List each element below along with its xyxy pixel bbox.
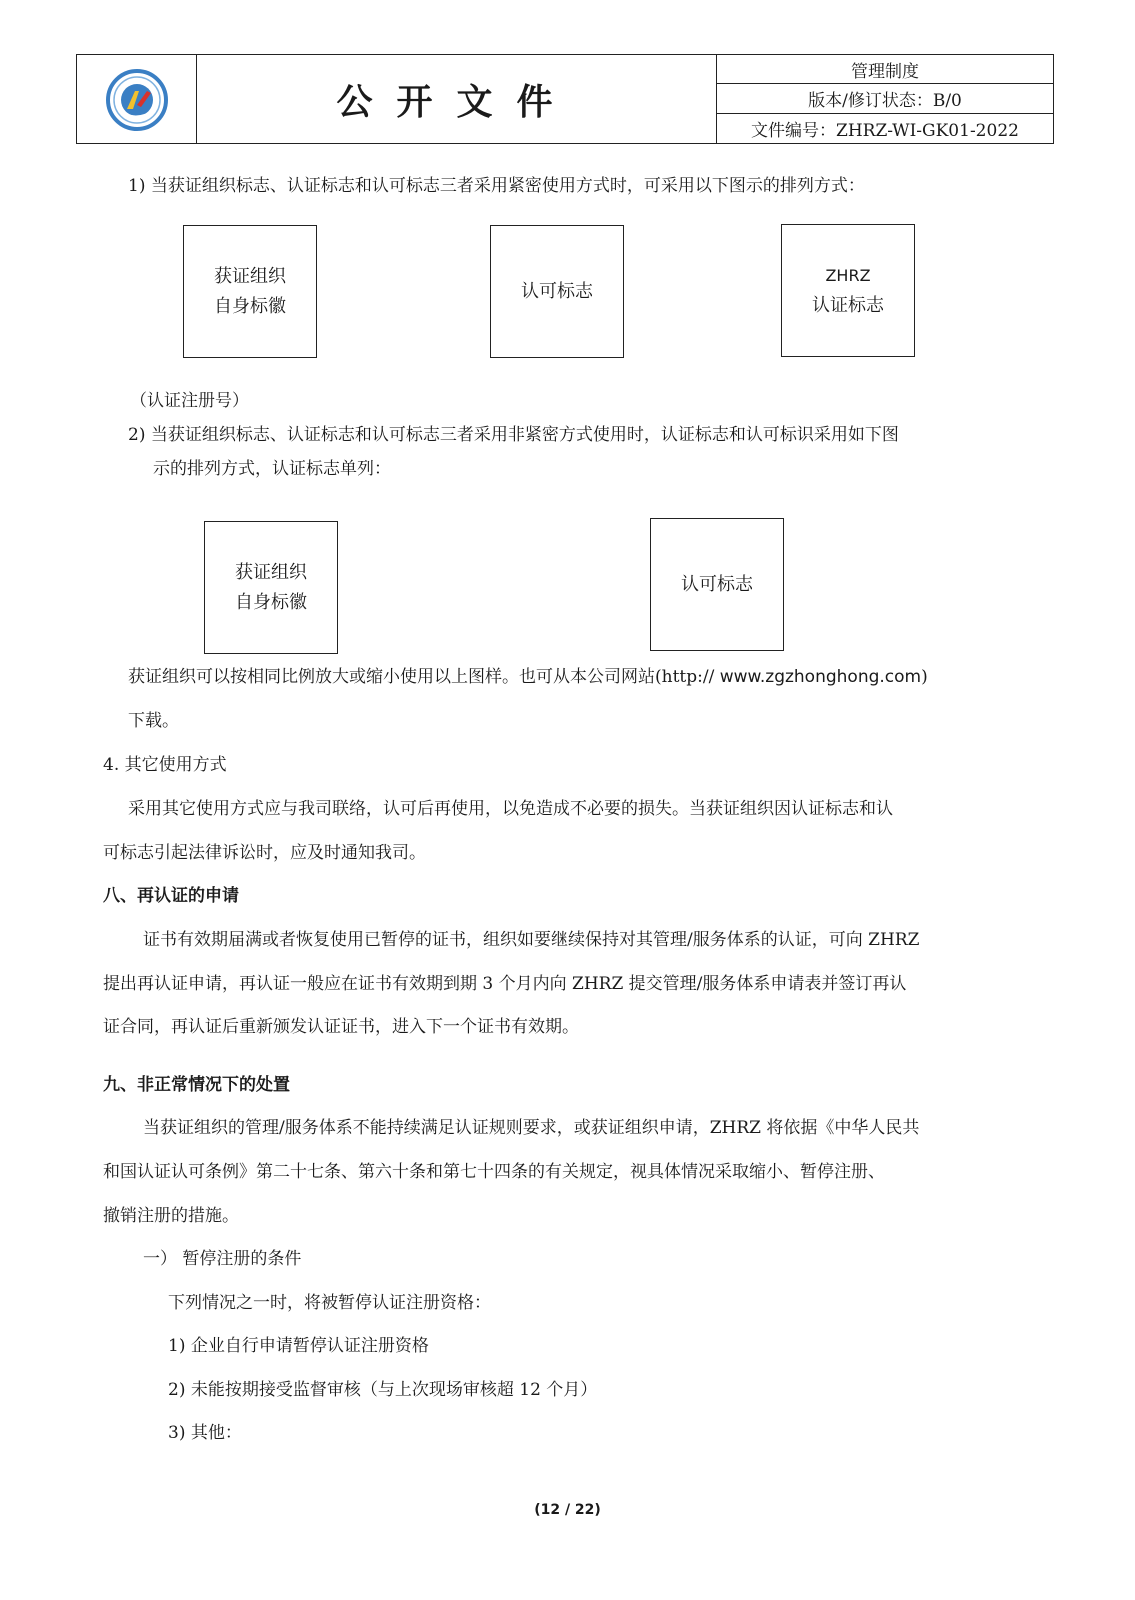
doc-number: 文件编号：ZHRZ-WI-GK01-2022 [751,120,1019,141]
scale-note-line-1 [128,666,928,688]
scale-note-close: ) [921,667,928,687]
section-8-heading: 八、再认证的申请 [103,886,239,906]
logo-cell [77,55,197,143]
item-2-text-line-2: 示的排列方式，认证标志单列： [153,459,391,479]
zhrz-label: ZHRZ [825,265,871,285]
section-4-line-2: 可标志引起法律诉讼时，应及时通知我司。 [103,843,426,863]
document-title: 公开文件 [197,55,717,143]
org-emblem-label-1: 获证组织 [214,265,286,287]
scale-note-line-2: 下载。 [128,711,179,731]
org-emblem-label-2: 自身标徽 [214,295,286,317]
page-number: (12 / 22) [534,1502,601,1518]
document-header [76,54,1054,144]
section-4-line-1: 采用其它使用方式应与我司联络，认可后再使用，以免造成不必要的损失。当获证组织因认证标志和认 [128,799,893,819]
section-9-line-1: 当获证组织的管理/服务体系不能持续满足认证规则要求，或获证组织申请，ZHRZ 将依据《中华人民共 [143,1118,920,1138]
subsection-1-item-3: 3) 其他： [168,1423,242,1443]
accreditation-mark-label: 认可标志 [521,280,593,302]
section-8-line-2: 提出再认证申请，再认证一般应在证书有效期到期 3 个月内向 ZHRZ 提交管理/服务体系申请表并签订再认 [103,974,907,994]
accreditation-mark-box [490,225,624,358]
item-1-text: 1) 当获证组织标志、认证标志和认可标志三者采用紧密使用方式时，可采用以下图示的排列方式： [128,176,865,196]
org-emblem-box [183,225,317,358]
section-9-line-2: 和国认证认可条例》第二十七条、第六十条和第七十四条的有关规定，视具体情况采取缩小、暂停注册、 [103,1162,885,1182]
org-emblem-label-2b: 自身标徽 [235,591,307,613]
org-emblem-label-1b: 获证组织 [235,561,307,583]
doc-version: 版本/修订状态：B/0 [717,84,1053,113]
subsection-1-item-1: 1) 企业自行申请暂停认证注册资格 [168,1336,429,1356]
subsection-1-intro: 下列情况之一时，将被暂停认证注册资格： [168,1293,491,1313]
document-meta [717,55,1053,143]
scale-note-text: 获证组织可以按相同比例放大或缩小使用以上图样。也可从本公司网站(http:// [128,667,720,687]
accreditation-mark-box-2 [650,518,784,651]
subsection-1-item-2: 2) 未能按期接受监督审核（与上次现场审核超 12 个月） [168,1380,598,1400]
accreditation-mark-label-2: 认可标志 [681,573,753,595]
section-9-heading: 九、非正常情况下的处置 [103,1075,290,1095]
org-emblem-box-2 [204,521,338,654]
section-8-line-3: 证合同，再认证后重新颁发认证证书，进入下一个证书有效期。 [103,1017,579,1037]
item-2-text-line-1: 2) 当获证组织标志、认证标志和认可标志三者采用非紧密方式使用时，认证标志和认可标识采用如下图 [128,425,899,445]
doc-category: 管理制度 [717,55,1053,84]
section-9-line-3: 撤销注册的措施。 [103,1206,239,1226]
website-link[interactable]: www.zgzhonghong.com [719,667,922,687]
subsection-1-heading: 一） 暂停注册的条件 [143,1249,302,1269]
cert-mark-label: 认证标志 [812,294,884,316]
section-8-line-1: 证书有效期届满或者恢复使用已暂停的证书，组织如要继续保持对其管理/服务体系的认证，可向 ZHRZ [143,930,920,950]
registration-number: （认证注册号） [130,391,249,411]
section-4-heading: 4. 其它使用方式 [103,755,227,775]
zhrz-cert-mark-box [781,224,915,357]
company-logo [77,55,197,145]
